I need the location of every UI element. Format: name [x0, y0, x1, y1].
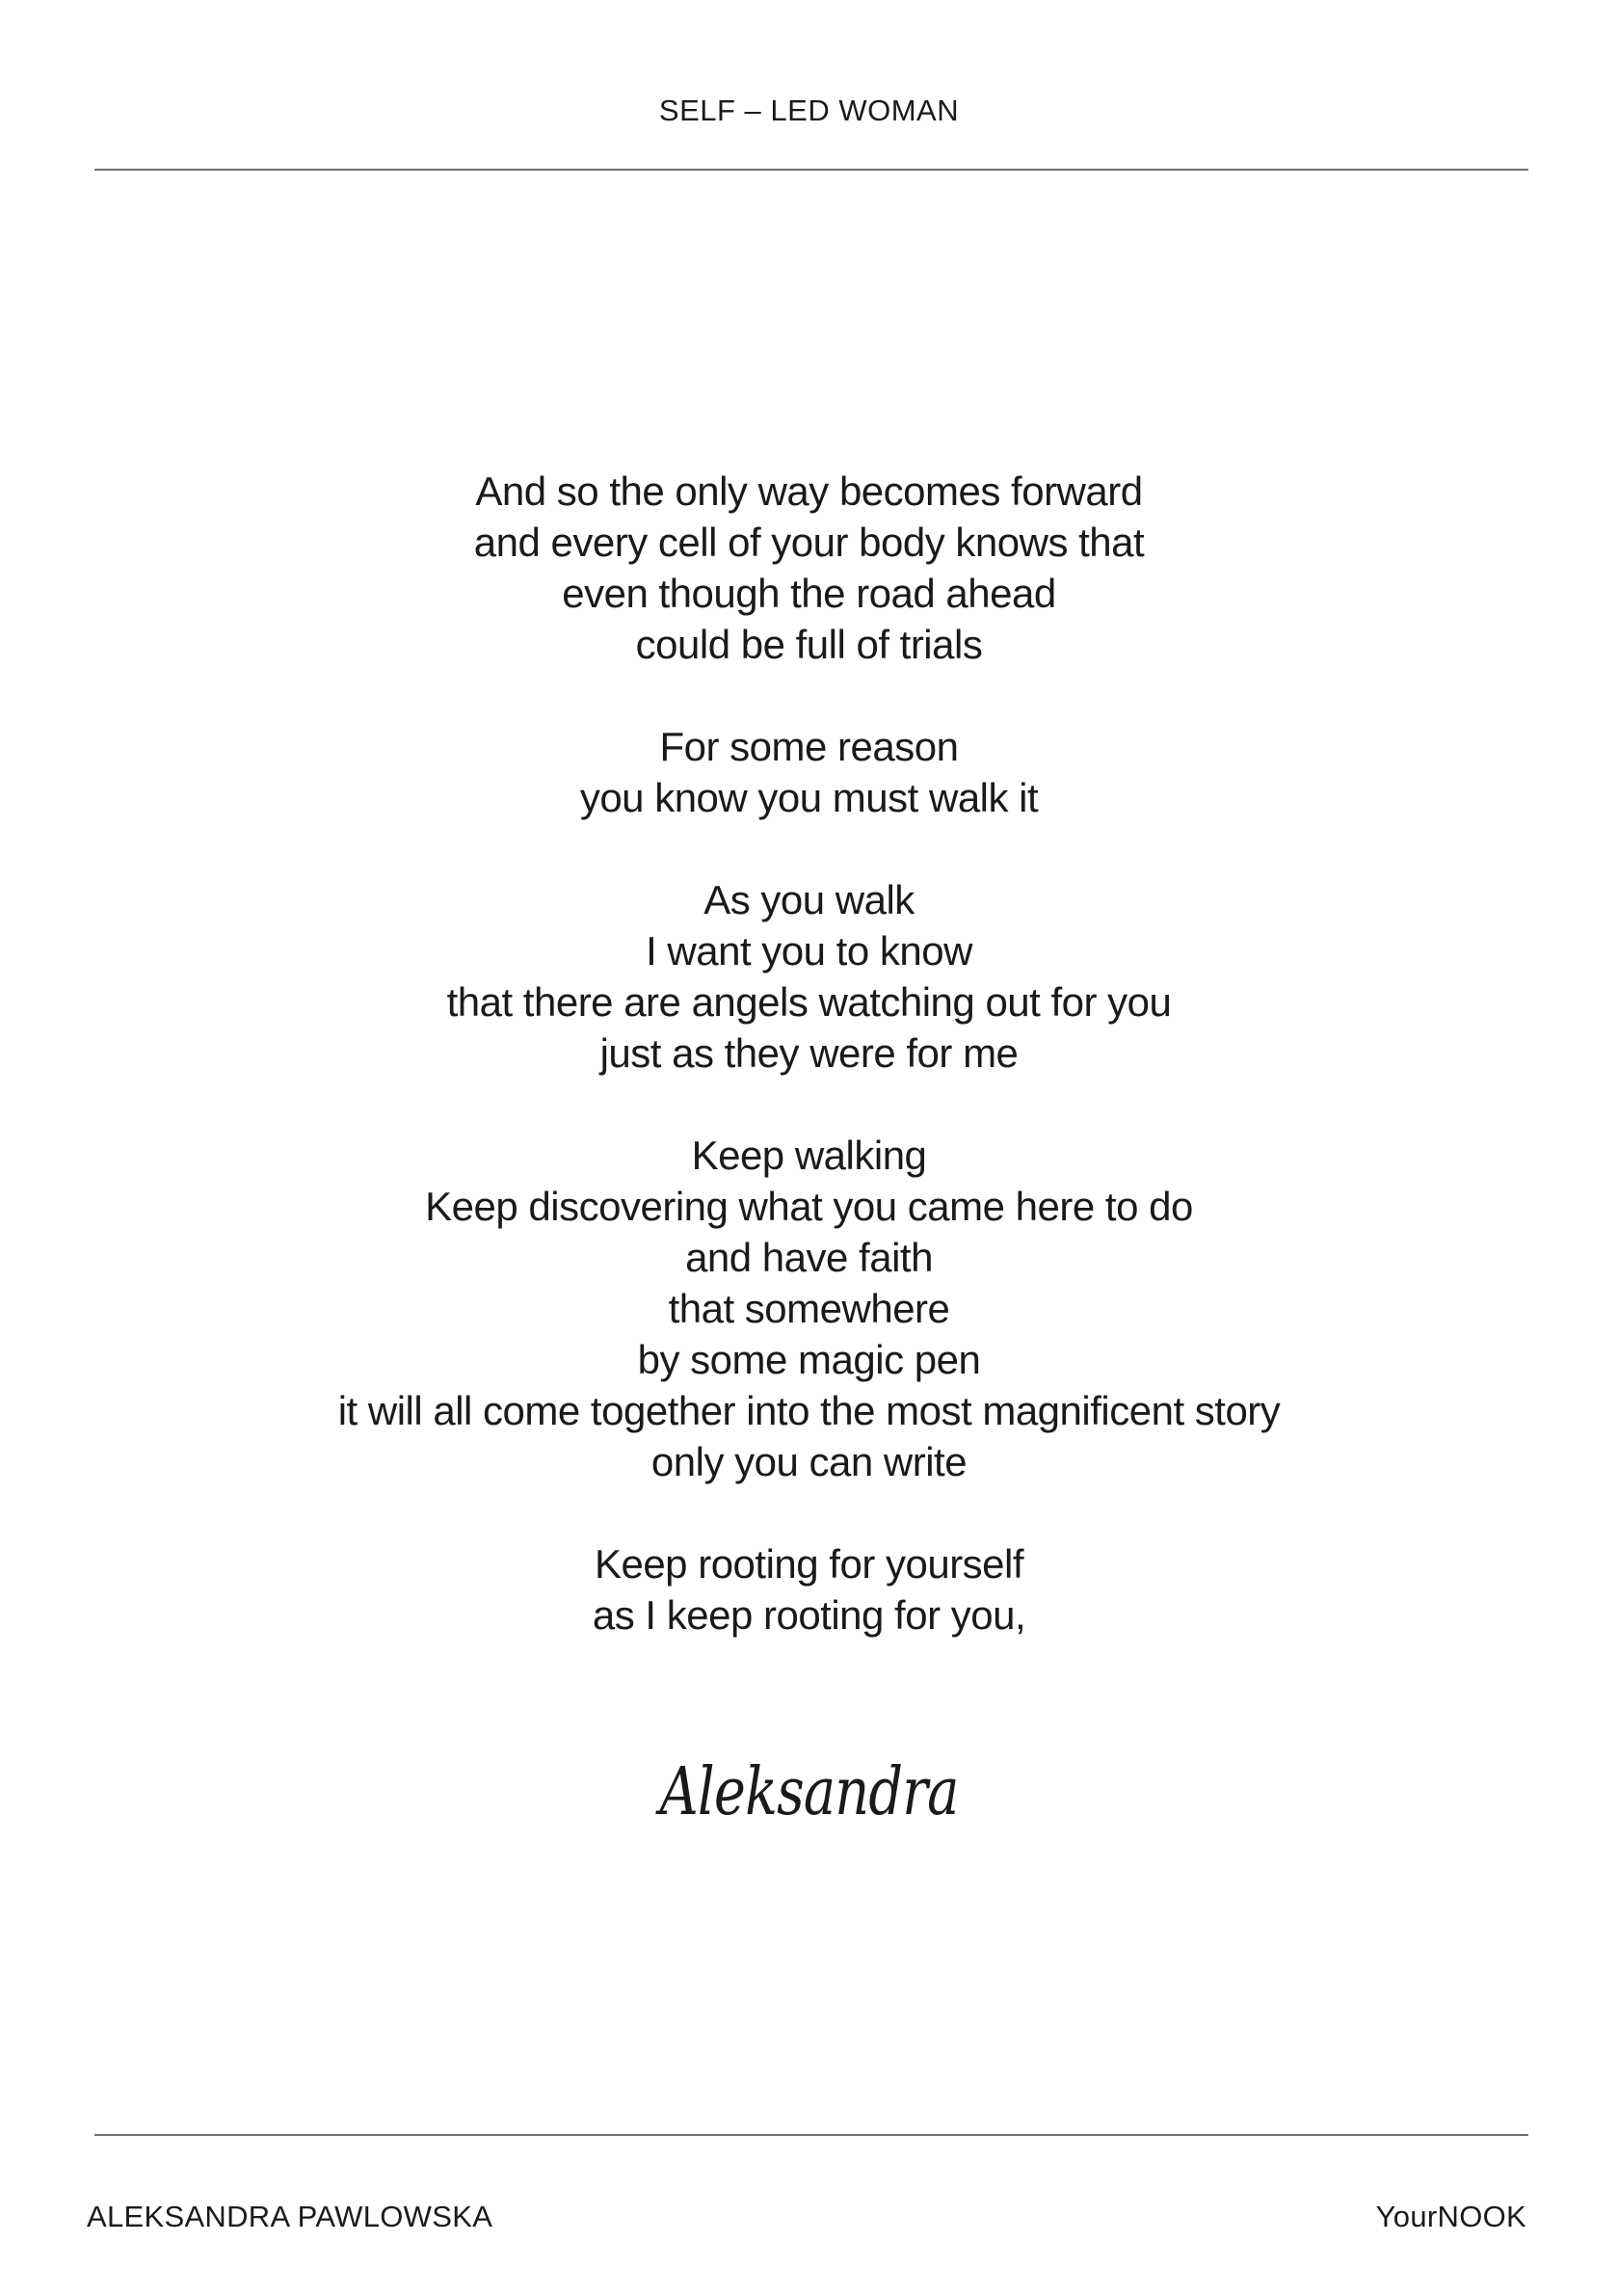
header-divider: [94, 169, 1528, 171]
signature: Aleksandra: [659, 1754, 959, 1830]
poem-line: Keep rooting for yourself: [594, 1541, 1024, 1587]
poem-line: you know you must walk it: [579, 775, 1039, 820]
poem-line: even though the road ahead: [562, 571, 1056, 616]
poem-line: and every cell of your body knows that: [473, 520, 1145, 565]
footer-divider: [94, 2134, 1528, 2136]
poem-line: Keep discovering what you came here to do: [425, 1184, 1193, 1229]
poem-line: Keep walking: [691, 1133, 927, 1178]
poem-line: that there are angels watching out for you: [446, 979, 1172, 1025]
page-header-title: SELF – LED WOMAN: [658, 93, 960, 127]
poem-body: [0, 466, 1618, 1692]
poem-line: that somewhere: [668, 1286, 950, 1331]
footer-brand: YourNOOK: [1375, 2200, 1526, 2233]
poem-line: it will all come together into the most magnificent story: [337, 1388, 1281, 1433]
poem-line: And so the only way becomes forward: [475, 468, 1143, 514]
poem-line: I want you to know: [646, 928, 972, 974]
poem-line: As you walk: [703, 877, 915, 922]
poem-line: could be full of trials: [635, 622, 983, 667]
poem-line: For some reason: [659, 724, 959, 769]
poem-stanza: [0, 721, 1618, 823]
poem-line: by some magic pen: [637, 1337, 981, 1382]
poem-line: and have faith: [685, 1235, 933, 1280]
footer-author: ALEKSANDRA PAWLOWSKA: [87, 2200, 493, 2233]
poem-line: as I keep rooting for you,: [592, 1592, 1026, 1638]
poem-line: only you can write: [650, 1439, 968, 1484]
poem-stanza: [0, 466, 1618, 670]
poem-stanza: [0, 1538, 1618, 1641]
poem-stanza: [0, 1130, 1618, 1487]
poem-line: just as they were for me: [599, 1030, 1019, 1076]
poem-stanza: [0, 874, 1618, 1079]
